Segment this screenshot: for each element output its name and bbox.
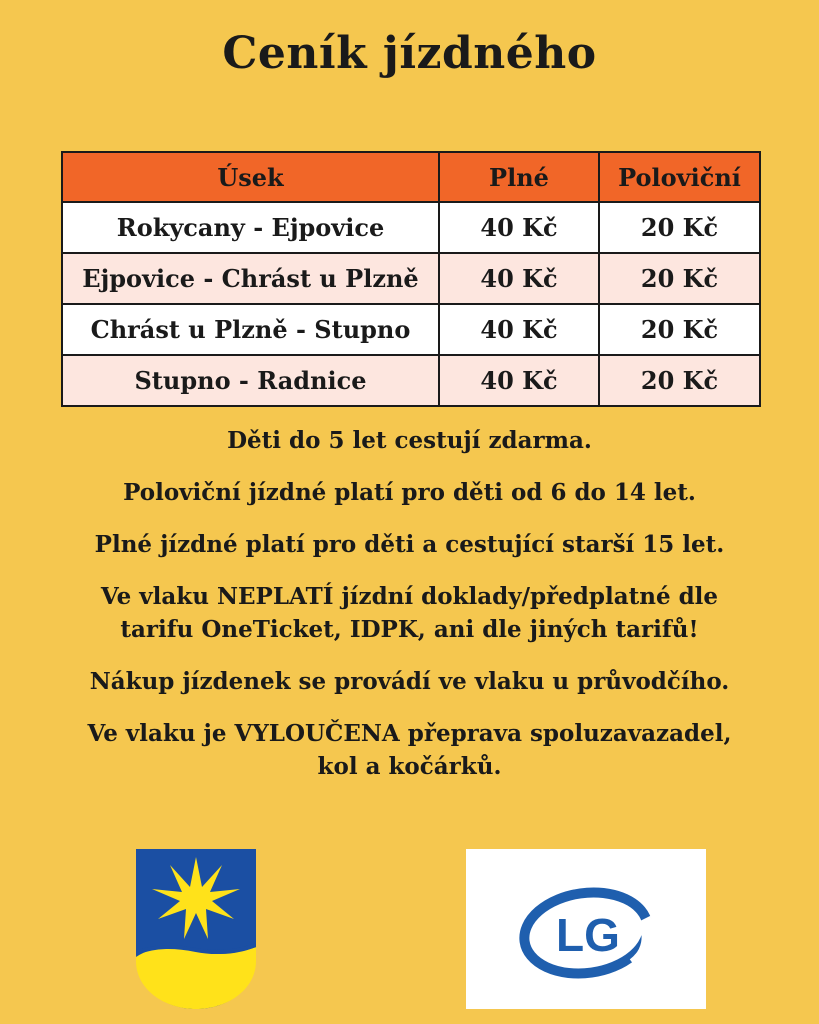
section-cell: Ejpovice - Chrást u Plzně xyxy=(62,253,439,304)
full-fare-cell: 40 Kč xyxy=(439,253,599,304)
header-full-fare: Plné xyxy=(439,152,599,202)
note-not-valid xyxy=(40,580,779,646)
table-row xyxy=(62,253,760,304)
note-excluded-line1: Ve vlaku je VYLOUČENA přeprava spoluzavazadel, xyxy=(87,720,732,747)
note-excluded xyxy=(40,717,779,783)
section-cell: Stupno - Radnice xyxy=(62,355,439,406)
note-not-valid-line2: tarifu OneTicket, IDPK, ani dle jiných tarifů! xyxy=(120,616,699,643)
table-row xyxy=(62,304,760,355)
note-excluded-line2: kol a kočárků. xyxy=(317,753,502,780)
note-children-free: Děti do 5 let cestují zdarma. xyxy=(227,427,592,454)
table-header-row xyxy=(62,152,760,202)
header-half-fare: Poloviční xyxy=(599,152,760,202)
table-row xyxy=(62,202,760,253)
half-fare-cell: 20 Kč xyxy=(599,202,760,253)
full-fare-cell: 40 Kč xyxy=(439,304,599,355)
note-not-valid-line1: Ve vlaku NEPLATÍ jízdní doklady/předplatné dle xyxy=(100,583,719,610)
company-logo xyxy=(466,849,706,1009)
note-half-fare: Poloviční jízdné platí pro děti od 6 do 14 let. xyxy=(123,479,696,506)
logo-text: LG xyxy=(556,909,620,961)
fare-notes xyxy=(40,424,779,783)
table-row xyxy=(62,355,760,406)
page-title: Ceník jízdného xyxy=(222,28,597,79)
section-cell: Rokycany - Ejpovice xyxy=(62,202,439,253)
header-section: Úsek xyxy=(62,152,439,202)
note-purchase: Nákup jízdenek se provádí ve vlaku u průvodčího. xyxy=(89,668,730,695)
coat-of-arms-icon xyxy=(136,849,256,1009)
lg-logo-icon xyxy=(466,849,706,1009)
half-fare-cell: 20 Kč xyxy=(599,355,760,406)
full-fare-cell: 40 Kč xyxy=(439,355,599,406)
half-fare-cell: 20 Kč xyxy=(599,304,760,355)
section-cell: Chrást u Plzně - Stupno xyxy=(62,304,439,355)
full-fare-cell: 40 Kč xyxy=(439,202,599,253)
fare-table xyxy=(61,151,761,407)
half-fare-cell: 20 Kč xyxy=(599,253,760,304)
coat-of-arms-star-icon xyxy=(136,849,256,1009)
note-full-fare: Plné jízdné platí pro děti a cestující starší 15 let. xyxy=(94,531,725,558)
